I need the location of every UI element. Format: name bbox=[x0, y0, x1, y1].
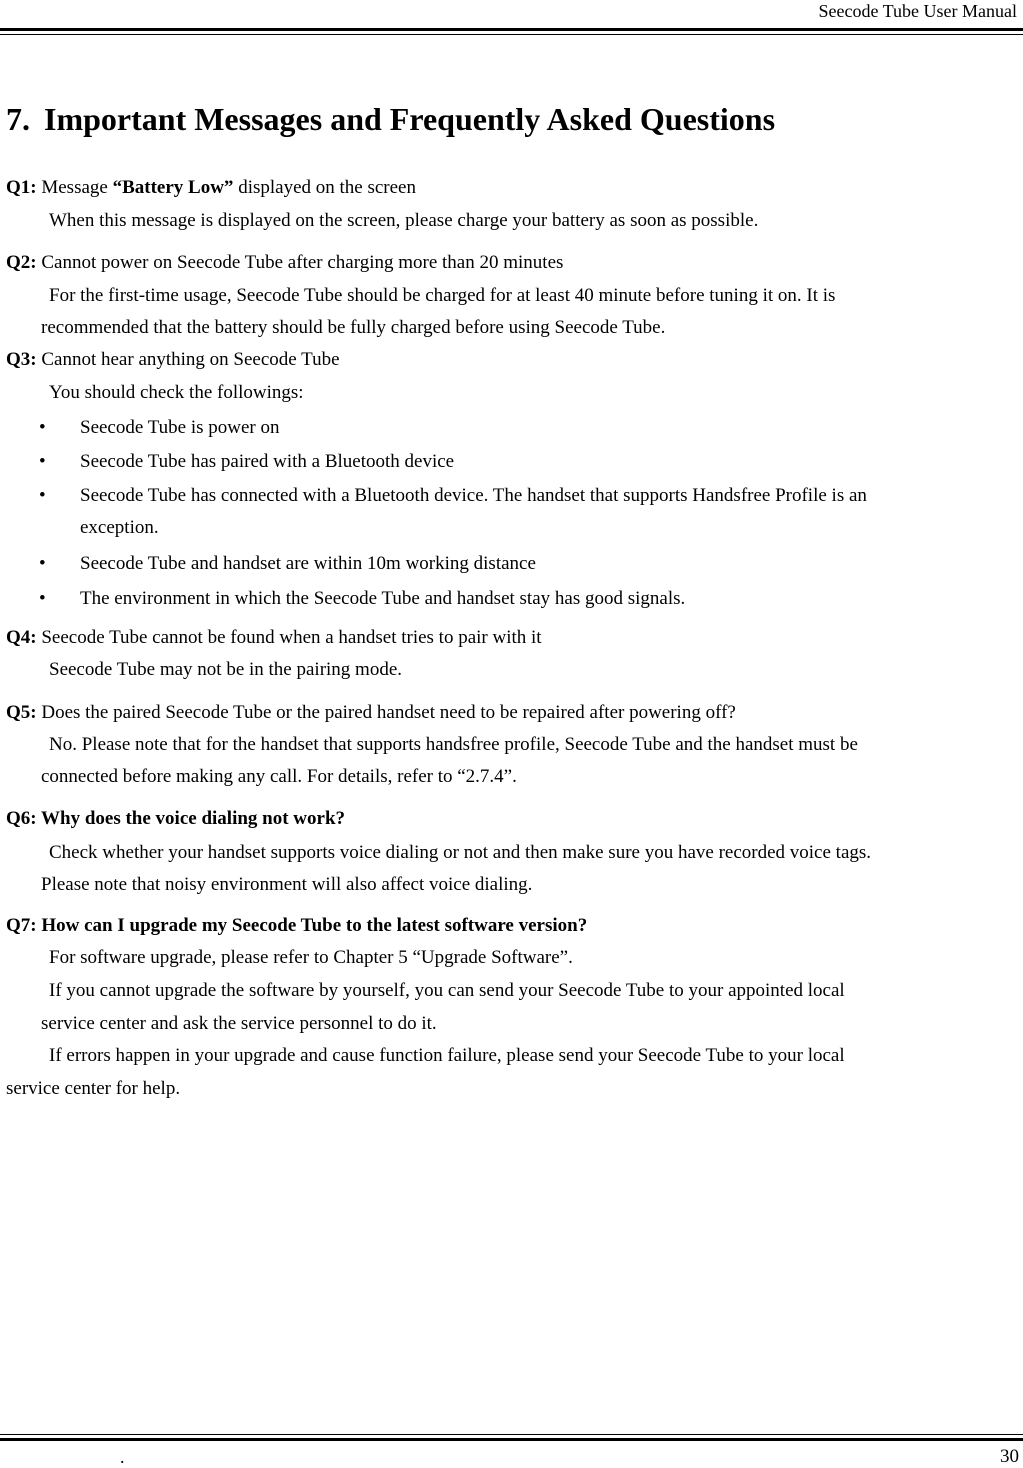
question-label: Q3: bbox=[6, 349, 37, 370]
chapter-number: 7. bbox=[6, 101, 30, 137]
question-4 bbox=[6, 626, 542, 650]
bullet-icon: • bbox=[39, 485, 46, 506]
header-rule bbox=[0, 28, 1023, 35]
question-text: Does the paired Seecode Tube or the paired handset need to be repaired after powering off? bbox=[41, 702, 736, 723]
answer-2-line-2: recommended that the battery should be fully charged before using Seecode Tube. bbox=[41, 317, 666, 338]
list-item: Seecode Tube is power on bbox=[80, 417, 280, 438]
bullet-icon: • bbox=[39, 553, 46, 574]
bullet-icon: • bbox=[39, 417, 46, 438]
answer-5-line-1: No. Please note that for the handset that supports handsfree profile, Seecode Tube and the handset must be bbox=[49, 734, 858, 755]
question-text: Seecode Tube cannot be found when a handset tries to pair with it bbox=[41, 627, 542, 648]
question-1 bbox=[6, 176, 416, 200]
page-number: 30 bbox=[1000, 1446, 1019, 1467]
question-3 bbox=[6, 348, 340, 372]
answer-4: Seecode Tube may not be in the pairing mode. bbox=[49, 659, 403, 680]
question-text: Cannot hear anything on Seecode Tube bbox=[41, 349, 340, 370]
question-text: Message bbox=[41, 177, 108, 198]
question-label: Q4: bbox=[6, 627, 37, 648]
answer-2-line-1: For the first-time usage, Seecode Tube should be charged for at least 40 minute before tuning it on. It is bbox=[49, 285, 836, 306]
footer-rule bbox=[0, 1434, 1023, 1441]
list-item: Seecode Tube and handset are within 10m working distance bbox=[80, 553, 536, 574]
answer-7-line-4: If errors happen in your upgrade and cause function failure, please send your Seecode Tube to your local bbox=[49, 1045, 845, 1066]
list-item: The environment in which the Seecode Tube and handset stay has good signals. bbox=[80, 588, 686, 609]
footer-dot: . bbox=[120, 1447, 125, 1467]
answer-7-line-2: If you cannot upgrade the software by yourself, you can send your Seecode Tube to your appointed local bbox=[49, 980, 845, 1001]
chapter-title bbox=[6, 98, 775, 140]
answer-6-line-2: Please note that noisy environment will also affect voice dialing. bbox=[41, 874, 533, 895]
answer-1: When this message is displayed on the screen, please charge your battery as soon as possible. bbox=[49, 210, 759, 231]
header-title: Seecode Tube User Manual bbox=[818, 1, 1017, 21]
question-6: Q6: Why does the voice dialing not work? bbox=[6, 808, 346, 829]
question-label: Q2: bbox=[6, 252, 37, 273]
question-label: Q5: bbox=[6, 702, 37, 723]
message-highlight: “Battery Low” bbox=[112, 177, 234, 198]
answer-7-line-5: service center for help. bbox=[6, 1078, 181, 1099]
answer-3: You should check the followings: bbox=[49, 382, 304, 403]
chapter-title-text: Important Messages and Frequently Asked Questions bbox=[44, 101, 776, 137]
answer-7-line-3: service center and ask the service personnel to do it. bbox=[41, 1013, 437, 1034]
question-2 bbox=[6, 251, 563, 275]
answer-7-line-1: For software upgrade, please refer to Chapter 5 “Upgrade Software”. bbox=[49, 947, 573, 968]
question-7: Q7: How can I upgrade my Seecode Tube to the latest software version? bbox=[6, 915, 588, 936]
bullet-icon: • bbox=[39, 451, 46, 472]
bullet-icon: • bbox=[39, 588, 46, 609]
list-item: Seecode Tube has paired with a Bluetooth device bbox=[80, 451, 455, 472]
question-label: Q1: bbox=[6, 177, 37, 198]
answer-5-line-2: connected before making any call. For details, refer to “2.7.4”. bbox=[41, 766, 517, 787]
question-text: Cannot power on Seecode Tube after charging more than 20 minutes bbox=[41, 252, 564, 273]
answer-6-line-1: Check whether your handset supports voice dialing or not and then make sure you have recorded voice tags. bbox=[49, 842, 872, 863]
list-item: Seecode Tube has connected with a Bluetooth device. The handset that supports Handsfree Profile is an bbox=[80, 485, 867, 506]
question-text: displayed on the screen bbox=[238, 177, 416, 198]
list-item-continuation: exception. bbox=[80, 517, 159, 538]
question-5 bbox=[6, 701, 736, 725]
